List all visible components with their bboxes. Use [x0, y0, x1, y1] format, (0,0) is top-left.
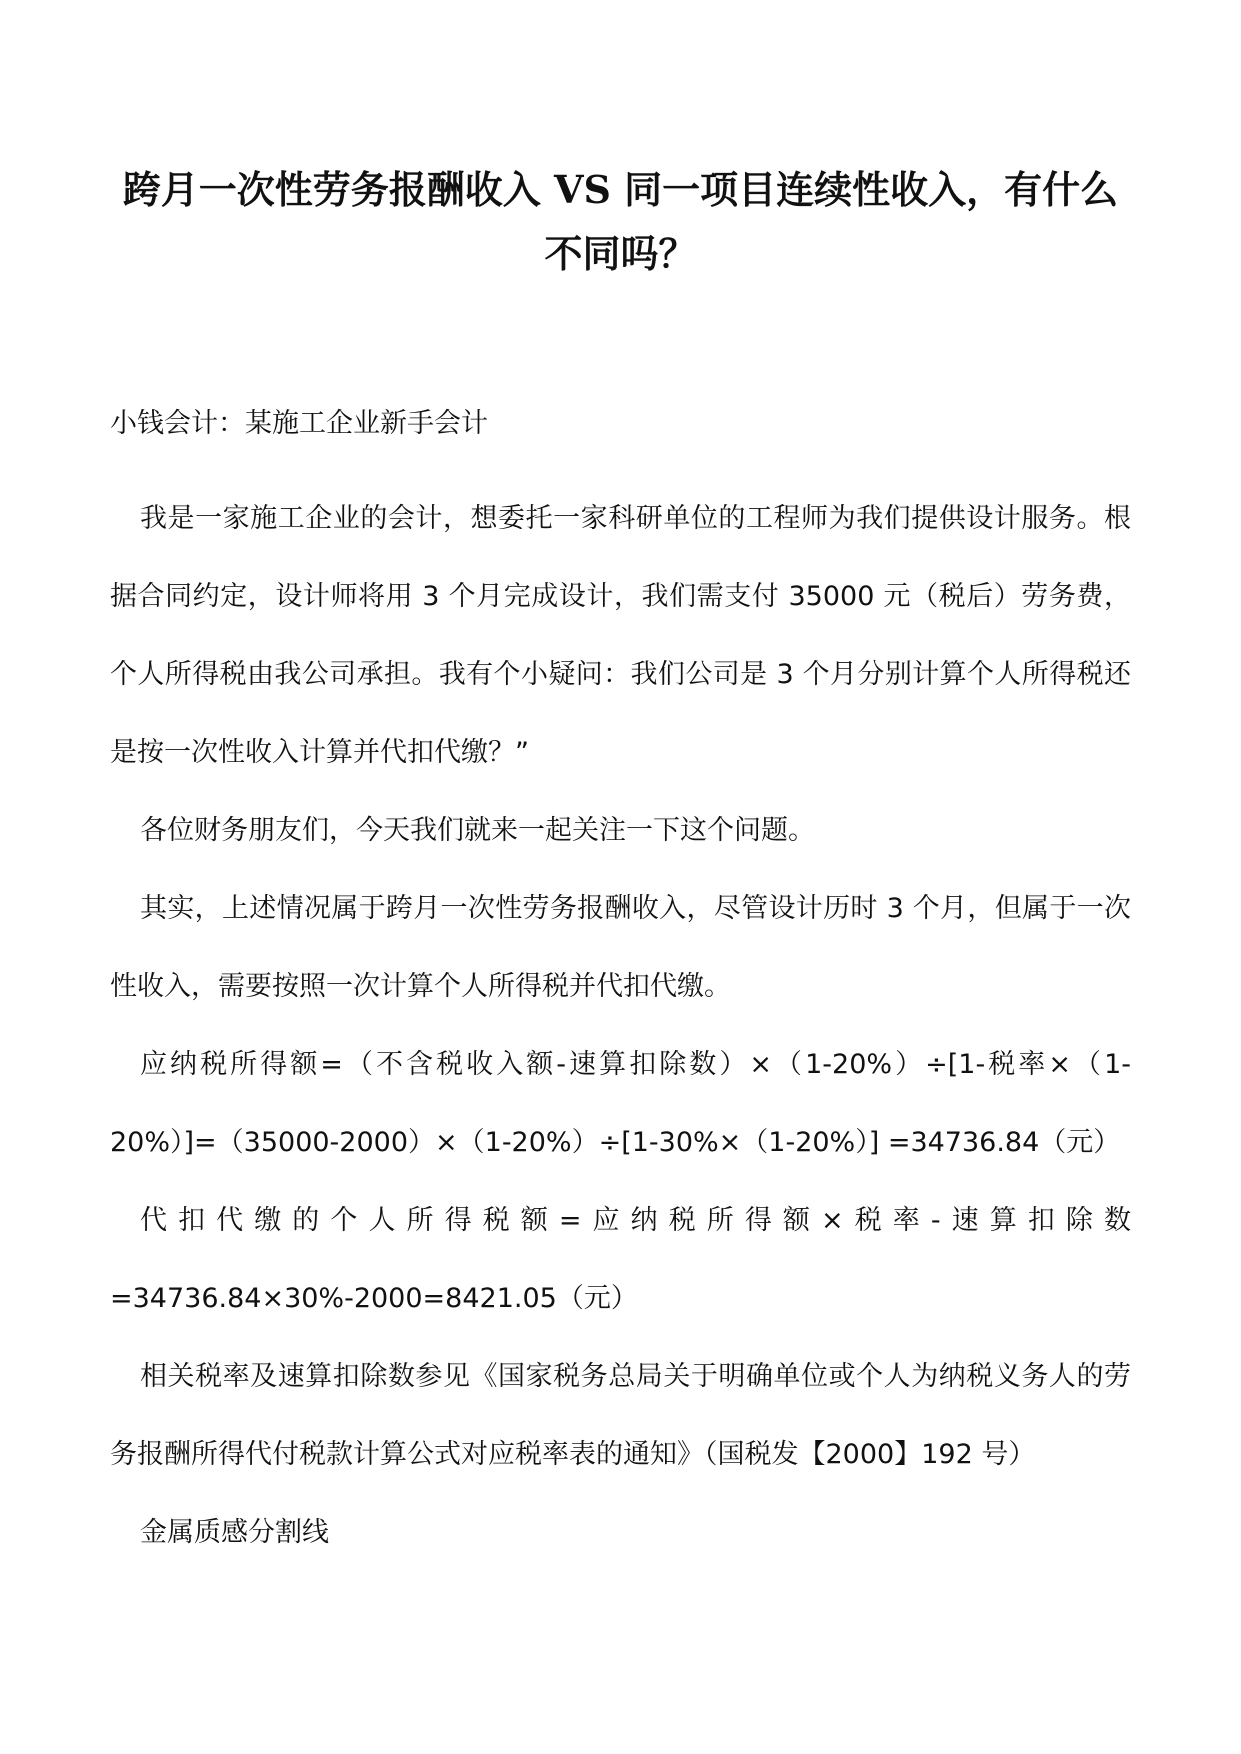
paragraph-intro: 各位财务朋友们，今天我们就来一起关注一下这个问题。 — [140, 815, 815, 846]
document-body — [110, 404, 1131, 1572]
paragraph-question: 我是一家施工企业的会计，想委托一家科研单位的工程师为我们提供设计服务。根据合同约定，设计师将用 3 个月完成设计，我们需支付 35000 元（税后）劳务费，个人所得税由我公司承担。我有个小疑问：我们公司是 3 个月分别计算个人所得税还是按一次性收入计算并代扣代缴？” — [110, 503, 1131, 768]
document-title: 跨月一次性劳务报酬收入 VS 同一项目连续性收入，有什么不同吗？ — [122, 167, 1119, 276]
author-line: 小钱会计：某施工企业新手会计 — [110, 408, 488, 439]
paragraph-formula-taxable-income: 应纳税所得额=（不含税收入额-速算扣除数）×（1-20%）÷[1-税率×（1-20%）]=（35000-2000）×（1-20%）÷[1-30%×（1-20%）] =34736.84（元） — [110, 1049, 1131, 1158]
paragraph-divider-label: 金属质感分割线 — [140, 1517, 329, 1548]
paragraph-explanation: 其实，上述情况属于跨月一次性劳务报酬收入，尽管设计历时 3 个月，但属于一次性收入，需要按照一次计算个人所得税并代扣代缴。 — [110, 893, 1131, 1002]
paragraph-formula-tax-amount: 代扣代缴的个人所得税额=应纳税所得额×税率-速算扣除数=34736.84×30%-2000=8421.05（元） — [110, 1205, 1131, 1314]
paragraph-reference: 相关税率及速算扣除数参见《国家税务总局关于明确单位或个人为纳税义务人的劳务报酬所得代付税款计算公式对应税率表的通知》（国税发【2000】192 号） — [110, 1361, 1131, 1470]
